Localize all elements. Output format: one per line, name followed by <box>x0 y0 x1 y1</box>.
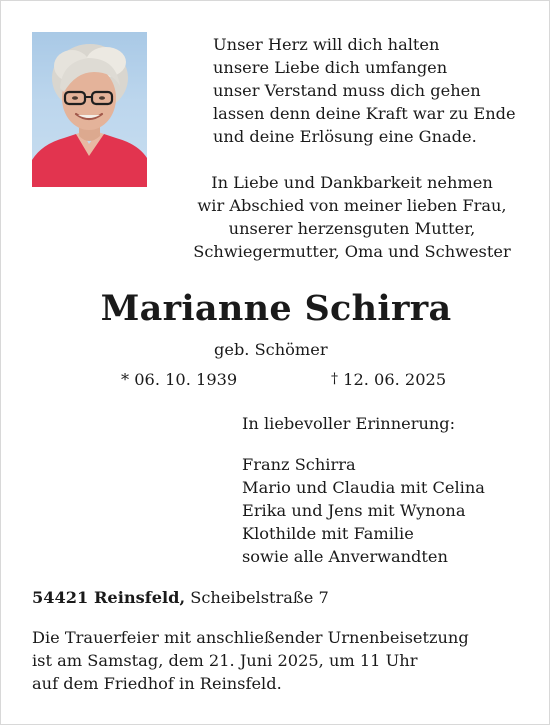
mourner: sowie alle Anverwandten <box>242 547 448 566</box>
address-street: Scheibelstraße 7 <box>190 588 329 607</box>
farewell-intro <box>167 171 537 263</box>
memory-heading: In liebevoller Erinnerung: <box>242 414 456 433</box>
poem-line: und deine Erlösung eine Gnade. <box>213 127 477 146</box>
death-date: 12. 06. 2025 <box>343 370 447 389</box>
address-city: 54421 Reinsfeld, <box>32 588 186 607</box>
intro-line: Schwiegermutter, Oma und Schwester <box>193 242 511 261</box>
mourner: Franz Schirra <box>242 455 356 474</box>
maiden-name: geb. Schömer <box>214 340 328 359</box>
cross-icon: † <box>331 371 338 387</box>
portrait-photo <box>32 32 147 187</box>
funeral-service-info <box>32 626 469 695</box>
service-line: auf dem Friedhof in Reinsfeld. <box>32 674 282 693</box>
deceased-name: Marianne Schirra <box>100 288 452 329</box>
address <box>32 586 329 609</box>
mourner: Erika und Jens mit Wynona <box>242 501 466 520</box>
service-line: ist am Samstag, dem 21. Juni 2025, um 11 Uhr <box>32 651 418 670</box>
intro-line: In Liebe und Dankbarkeit nehmen <box>211 173 493 192</box>
service-line: Die Trauerfeier mit anschließender Urnenbeisetzung <box>32 628 469 647</box>
poem <box>213 33 533 148</box>
birth-date: * 06. 10. 1939 <box>121 370 238 389</box>
death-date-row <box>331 368 446 391</box>
poem-line: unsere Liebe dich umfangen <box>213 58 448 77</box>
poem-line: unser Verstand muss dich gehen <box>213 81 481 100</box>
poem-line: Unser Herz will dich halten <box>213 35 440 54</box>
mourner: Mario und Claudia mit Celina <box>242 478 485 497</box>
intro-line: wir Abschied von meiner lieben Frau, <box>197 196 507 215</box>
mourner: Klothilde mit Familie <box>242 524 414 543</box>
mourners-list <box>242 453 485 568</box>
poem-line: lassen denn deine Kraft war zu Ende <box>213 104 516 123</box>
intro-line: unserer herzensguten Mutter, <box>228 219 476 238</box>
